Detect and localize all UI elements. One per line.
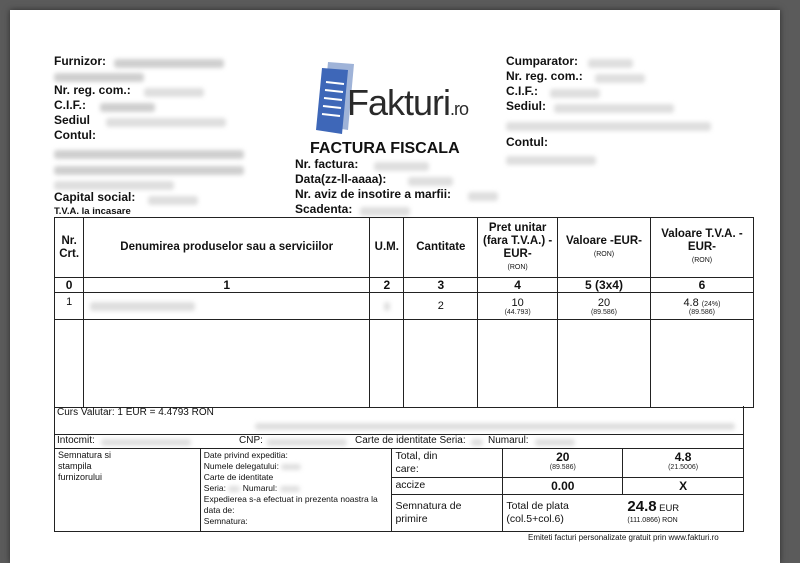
- total-value-ron: (89.586): [549, 464, 576, 471]
- total-label: Total, din care:: [395, 450, 438, 475]
- col-price-title: Pret unitar (fara T.V.A.) -EUR-: [483, 221, 553, 260]
- total-plata-ron-currency: RON: [662, 517, 678, 524]
- row-value-ron: (89.586): [590, 308, 618, 316]
- col-index: 2: [370, 278, 404, 293]
- col-index: 1: [84, 278, 370, 293]
- buyer-sediul-redacted: [554, 100, 674, 118]
- total-vat-ron: (21.5006): [668, 464, 699, 471]
- logo-text: Fakturi: [347, 82, 451, 123]
- row-product-redacted: [84, 293, 370, 320]
- total-plata-cell: [503, 495, 744, 532]
- col-index: 0: [55, 278, 84, 293]
- buyer-contul-label: Contul:: [506, 135, 548, 149]
- table-header-row: [55, 218, 754, 278]
- invoice-title: FACTURA FISCALA: [310, 140, 460, 157]
- expeditie-seria: Seria:: [203, 483, 227, 493]
- total-vat-cell: [623, 449, 744, 478]
- intocmit-redacted: [101, 437, 191, 448]
- accize-value: 0.00: [503, 478, 623, 495]
- total-value-cell: [503, 449, 623, 478]
- expeditie-semnatura: Semnatura:: [203, 516, 248, 526]
- numarul-label: Numarul:: [488, 435, 529, 446]
- col-qty-header: Cantitate: [404, 218, 478, 278]
- semnatura-primire-text: Semnatura de primire: [395, 500, 462, 525]
- col-nr-header: Nr. Crt.: [55, 218, 84, 278]
- row-vat-ron: (89.586): [688, 308, 715, 316]
- col-price-sub: (RON): [507, 263, 528, 271]
- tva-incasare-label: T.V.A. la incasare: [54, 206, 131, 217]
- invoice-scadenta-label: Scadenta:: [295, 202, 353, 216]
- total-plata-value: 24.8: [627, 498, 657, 515]
- buyer-cif-label: C.I.F.:: [506, 84, 538, 98]
- row-nr: 1: [55, 293, 84, 320]
- col-vat-title: Valoare T.V.A. -EUR-: [661, 228, 743, 253]
- col-vat-header: [650, 218, 753, 278]
- ci-numarul-redacted: [535, 437, 575, 448]
- expeditie-numarul: Numarul:: [242, 483, 278, 493]
- total-plata-label: Total de plata: [506, 500, 569, 512]
- expeditie-data: Expedierea s-a efectuat in prezenta noastra la data de:: [203, 494, 378, 515]
- col-price-header: [478, 218, 558, 278]
- row-price-value: 10: [511, 296, 524, 309]
- accize-label-cell: accize: [392, 478, 503, 495]
- row-vat-value: 4.8: [683, 296, 699, 309]
- cnp-label: CNP:: [239, 435, 263, 446]
- col-index: 4: [478, 278, 558, 293]
- row-vat-pct: (24%): [701, 300, 721, 308]
- curs-note-redacted: [255, 421, 735, 432]
- expeditie-ci: Carte de identitate: [203, 472, 274, 482]
- supplier-regcom-label: Nr. reg. com.:: [54, 83, 131, 97]
- footer-table: [54, 448, 744, 532]
- col-index: 5 (3x4): [558, 278, 651, 293]
- buyer-sediul-redacted-2: [506, 118, 711, 136]
- supplier-cif-label: C.I.F.:: [54, 98, 86, 112]
- expeditie-delegat: Numele delegatului:: [203, 461, 279, 471]
- buyer-sediul-label: Sediul:: [506, 99, 547, 113]
- table-empty-row: [55, 320, 754, 408]
- invoice-nr-label: Nr. factura:: [295, 157, 359, 171]
- col-value-title: Valoare -EUR-: [565, 234, 642, 247]
- semnatura-primire-cell: [392, 495, 503, 532]
- curs-valutar-box: [54, 406, 744, 435]
- intocmit-label: Intocmit:: [57, 435, 95, 446]
- col-value-header: [558, 218, 651, 278]
- capital-social-redacted: [148, 192, 198, 210]
- invoice-date-label: Data(zz-ll-aaaa):: [295, 172, 387, 186]
- invoice-aviz-label: Nr. aviz de insotire a marfii:: [295, 187, 452, 201]
- col-index: 3: [404, 278, 478, 293]
- expeditie-cell: [200, 449, 392, 532]
- total-plata-formula: (col.5+col.6): [506, 513, 564, 525]
- items-table: [54, 217, 754, 408]
- invoice-aviz-redacted: [468, 188, 498, 206]
- semnatura-furnizor-cell: [55, 449, 201, 532]
- row-value: [558, 293, 651, 320]
- total-plata-ron: (111.0866): [627, 517, 661, 524]
- supplier-sediul-label: Sediul: [54, 113, 91, 127]
- invoice-page: [10, 10, 780, 563]
- semnatura-furnizor-text: Semnatura si stampila furnizorului: [58, 450, 112, 482]
- col-um-header: U.M.: [370, 218, 404, 278]
- buyer-account-redacted: [506, 152, 596, 170]
- total-label-cell: [392, 449, 503, 478]
- furnizor-label: Furnizor:: [54, 54, 106, 68]
- buyer-regcom-label: Nr. reg. com.:: [506, 69, 583, 83]
- supplier-contul-label: Contul:: [54, 128, 96, 142]
- logo-suffix: .ro: [450, 99, 469, 119]
- expeditie-title: Date privind expeditia:: [203, 450, 288, 460]
- ci-seria-redacted: [471, 437, 483, 448]
- row-um-redacted: [370, 293, 404, 320]
- col-vat-sub: (RON): [691, 257, 713, 264]
- col-name-header: Denumirea produselor sau a serviciilor: [84, 218, 370, 278]
- row-price-ron: (44.793): [504, 308, 531, 316]
- row-value-value: 20: [597, 296, 611, 309]
- total-plata-currency: EUR: [659, 503, 680, 514]
- total-vat: 4.8: [674, 450, 692, 464]
- ci-label: Carte de identitate Seria:: [355, 435, 466, 446]
- cumparator-label: Cumparator:: [506, 54, 579, 68]
- row-vat: [650, 293, 753, 320]
- buyer-regcom-redacted: [595, 70, 645, 88]
- supplier-sediul-redacted: [106, 114, 226, 132]
- credit-text: Emiteti facturi personalizate gratuit prin www.fakturi.ro: [528, 533, 719, 542]
- cnp-redacted: [267, 437, 347, 448]
- total-value: 20: [556, 450, 570, 464]
- accize-vat: X: [623, 478, 744, 495]
- table-row: [55, 293, 754, 320]
- column-index-row: [55, 278, 754, 293]
- col-index: 6: [650, 278, 753, 293]
- curs-valutar-text: Curs Valutar: 1 EUR = 4.4793 RON: [57, 407, 214, 418]
- row-qty: 2: [404, 293, 478, 320]
- capital-social-label: Capital social:: [54, 190, 136, 204]
- fakturi-logo: [314, 60, 494, 140]
- row-price: [478, 293, 558, 320]
- col-value-sub: (RON): [593, 250, 615, 258]
- intocmit-row: [54, 434, 744, 449]
